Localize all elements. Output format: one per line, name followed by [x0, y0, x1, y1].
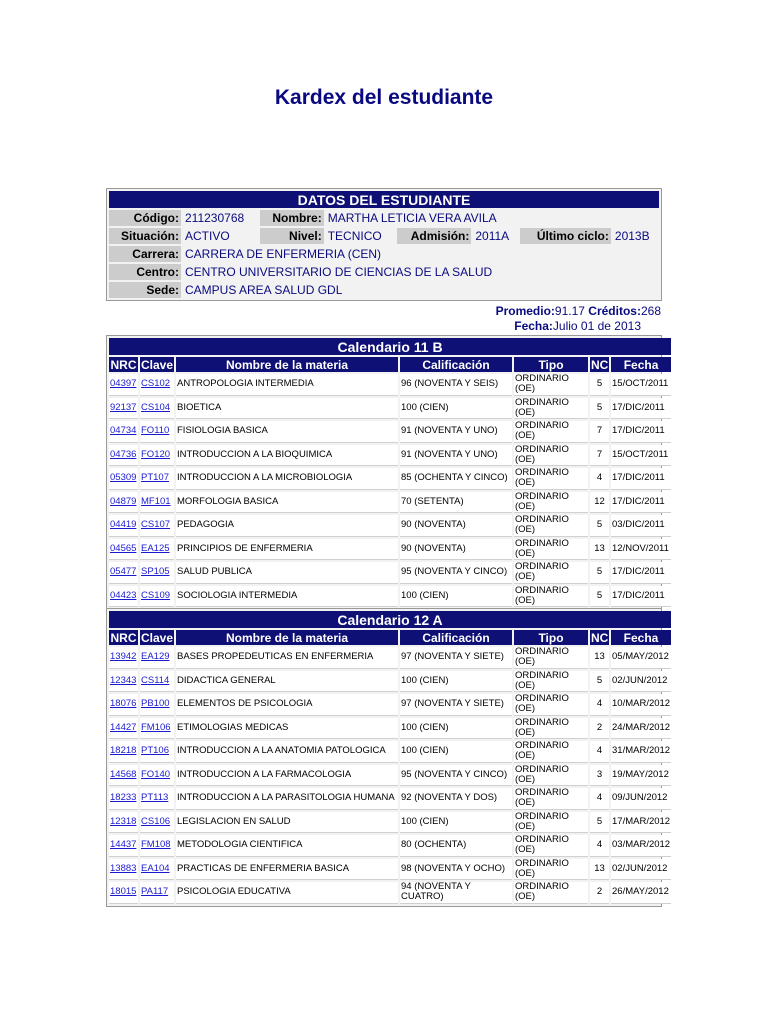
calificacion-value: 94 (NOVENTA Y CUATRO) — [400, 882, 512, 904]
calendar-title: Calendario 11 B — [109, 338, 671, 355]
table-row — [109, 468, 671, 490]
materia-name: ETIMOLOGIAS MEDICAS — [176, 718, 398, 740]
nrc-link[interactable]: 05309 — [109, 468, 138, 490]
nc-value: 4 — [590, 741, 609, 763]
fecha-value: 15/OCT/2011 — [611, 374, 671, 396]
materia-name: SOCIOLOGIA INTERMEDIA — [176, 586, 398, 608]
fecha-label: Fecha: — [514, 319, 553, 333]
nc-value: 13 — [590, 647, 609, 669]
table-row — [109, 835, 671, 857]
calificacion-value: 85 (OCHENTA Y CINCO) — [400, 468, 512, 490]
clave-link[interactable]: CS114 — [140, 671, 174, 693]
tipo-value: ORDINARIO (OE) — [514, 586, 588, 608]
calificacion-value: 100 (CIEN) — [400, 671, 512, 693]
nc-value: 5 — [590, 671, 609, 693]
nrc-link[interactable]: 18218 — [109, 741, 138, 763]
tipo-value: ORDINARIO (OE) — [514, 421, 588, 443]
centro-value: CENTRO UNIVERSITARIO DE CIENCIAS DE LA SALUD — [185, 265, 493, 279]
table-row — [109, 647, 671, 669]
fecha-value: 03/MAR/2012 — [611, 835, 671, 857]
clave-link[interactable]: FM108 — [140, 835, 174, 857]
tipo-value: ORDINARIO (OE) — [514, 788, 588, 810]
clave-link[interactable]: CS109 — [140, 586, 174, 608]
nc-value: 5 — [590, 515, 609, 537]
calificacion-value: 95 (NOVENTA Y CINCO) — [400, 562, 512, 584]
clave-link[interactable]: FM106 — [140, 718, 174, 740]
tipo-value: ORDINARIO (OE) — [514, 398, 588, 420]
clave-link[interactable]: PT106 — [140, 741, 174, 763]
promedio-value: 91.17 — [554, 304, 585, 318]
fecha-value: 05/MAY/2012 — [611, 647, 671, 669]
creditos-label: Créditos: — [588, 304, 641, 318]
nrc-link[interactable]: 04397 — [109, 374, 138, 396]
nrc-link[interactable]: 13942 — [109, 647, 138, 669]
clave-link[interactable]: PA117 — [140, 882, 174, 904]
tipo-value: ORDINARIO (OE) — [514, 741, 588, 763]
nrc-link[interactable]: 13883 — [109, 859, 138, 881]
table-row — [109, 515, 671, 537]
nrc-link[interactable]: 04419 — [109, 515, 138, 537]
nc-value: 5 — [590, 374, 609, 396]
materia-name: BIOETICA — [176, 398, 398, 420]
table-row — [109, 562, 671, 584]
calificacion-value: 100 (CIEN) — [400, 741, 512, 763]
admision-label: Admisión: — [397, 228, 472, 244]
table-row — [109, 539, 671, 561]
clave-link[interactable]: PT107 — [140, 468, 174, 490]
carrera-value: CARRERA DE ENFERMERIA (CEN) — [185, 247, 382, 261]
nrc-link[interactable]: 18076 — [109, 694, 138, 716]
table-row — [109, 671, 671, 693]
nc-value: 4 — [590, 835, 609, 857]
calificacion-value: 100 (CIEN) — [400, 398, 512, 420]
table-row — [109, 586, 671, 608]
materia-name: MORFOLOGIA BASICA — [176, 492, 398, 514]
nrc-link[interactable]: 14427 — [109, 718, 138, 740]
creditos-value: 268 — [640, 304, 661, 318]
table-row — [109, 421, 671, 443]
tipo-value: ORDINARIO (OE) — [514, 539, 588, 561]
tipo-value: ORDINARIO (OE) — [514, 515, 588, 537]
table-row — [109, 765, 671, 787]
fecha-value: 03/DIC/2011 — [611, 515, 671, 537]
column-header-calificacion: Calificación — [400, 630, 512, 645]
clave-link[interactable]: EA104 — [140, 859, 174, 881]
table-row — [109, 398, 671, 420]
calendar-table-0 — [106, 335, 669, 610]
nrc-link[interactable]: 14437 — [109, 835, 138, 857]
tipo-value: ORDINARIO (OE) — [514, 694, 588, 716]
calificacion-value: 100 (CIEN) — [400, 812, 512, 834]
column-header-fecha: Fecha — [611, 357, 671, 372]
fecha-value: 17/DIC/2011 — [611, 562, 671, 584]
calendar-title: Calendario 12 A — [109, 611, 671, 628]
table-row — [109, 374, 671, 396]
ultimo-ciclo-label: Último ciclo: — [520, 228, 611, 244]
fecha-value: 19/MAY/2012 — [611, 765, 671, 787]
materia-name: METODOLOGIA CIENTIFICA — [176, 835, 398, 857]
nc-value: 3 — [590, 765, 609, 787]
calificacion-value: 95 (NOVENTA Y CINCO) — [400, 765, 512, 787]
centro-label: Centro: — [109, 264, 181, 280]
materia-name: DIDACTICA GENERAL — [176, 671, 398, 693]
materia-name: INTRODUCCION A LA MICROBIOLOGIA — [176, 468, 398, 490]
clave-link[interactable]: CS104 — [140, 398, 174, 420]
fecha-value: 15/OCT/2011 — [611, 445, 671, 467]
materia-name: FISIOLOGIA BASICA — [176, 421, 398, 443]
nrc-link[interactable]: 18233 — [109, 788, 138, 810]
fecha-value: 12/NOV/2011 — [611, 539, 671, 561]
clave-link[interactable]: SP105 — [140, 562, 174, 584]
tipo-value: ORDINARIO (OE) — [514, 445, 588, 467]
nc-value: 12 — [590, 492, 609, 514]
clave-link[interactable]: PB100 — [140, 694, 174, 716]
nivel-label: Nivel: — [260, 228, 324, 244]
calificacion-value: 98 (NOVENTA Y OCHO) — [400, 859, 512, 881]
clave-link[interactable]: FO120 — [140, 445, 174, 467]
nivel-value: TECNICO — [327, 229, 382, 243]
column-header-tipo: Tipo — [514, 630, 588, 645]
promedio-label: Promedio: — [495, 304, 555, 318]
table-row — [109, 859, 671, 881]
codigo-label: Código: — [109, 210, 181, 226]
clave-link[interactable]: CS106 — [140, 812, 174, 834]
materia-name: PRINCIPIOS DE ENFERMERIA — [176, 539, 398, 561]
situacion-value: ACTIVO — [185, 229, 230, 243]
column-header-nrc: NRC — [110, 630, 137, 645]
clave-link[interactable]: FO140 — [140, 765, 174, 787]
calificacion-value: 96 (NOVENTA Y SEIS) — [400, 374, 512, 396]
fecha-value: 31/MAR/2012 — [611, 741, 671, 763]
nc-value: 5 — [590, 562, 609, 584]
calificacion-value: 92 (NOVENTA Y DOS) — [400, 788, 512, 810]
table-row — [109, 694, 671, 716]
tipo-value: ORDINARIO (OE) — [514, 562, 588, 584]
nrc-link[interactable]: 04423 — [109, 586, 138, 608]
column-header-materia: Nombre de la materia — [176, 630, 398, 645]
nrc-link[interactable]: 05477 — [109, 562, 138, 584]
calificacion-value: 91 (NOVENTA Y UNO) — [400, 445, 512, 467]
table-row — [109, 882, 671, 904]
tipo-value: ORDINARIO (OE) — [514, 671, 588, 693]
nc-value: 2 — [590, 718, 609, 740]
clave-link[interactable]: MF101 — [140, 492, 174, 514]
column-header-nrc: NRC — [110, 357, 137, 372]
nc-value: 5 — [590, 812, 609, 834]
clave-link[interactable]: CS107 — [140, 515, 174, 537]
nombre-label: Nombre: — [260, 210, 324, 226]
column-header-nc: NC — [591, 630, 609, 645]
materia-name: LEGISLACION EN SALUD — [176, 812, 398, 834]
fecha-value: 02/JUN/2012 — [611, 859, 671, 881]
calificacion-value: 100 (CIEN) — [400, 586, 512, 608]
calificacion-value: 70 (SETENTA) — [400, 492, 512, 514]
calificacion-value: 100 (CIEN) — [400, 718, 512, 740]
codigo-value: 211230768 — [185, 211, 245, 225]
tipo-value: ORDINARIO (OE) — [514, 812, 588, 834]
materia-name: INTRODUCCION A LA PARASITOLOGIA HUMANA — [176, 788, 398, 810]
nc-value: 4 — [590, 694, 609, 716]
table-row — [109, 788, 671, 810]
sede-label: Sede: — [109, 282, 181, 298]
fecha-value: 17/MAR/2012 — [611, 812, 671, 834]
materia-name: BASES PROPEDEUTICAS EN ENFERMERIA — [176, 647, 398, 669]
clave-link[interactable]: PT113 — [140, 788, 174, 810]
tipo-value: ORDINARIO (OE) — [514, 882, 588, 904]
fecha-value: 17/DIC/2011 — [611, 492, 671, 514]
fecha-value: 24/MAR/2012 — [611, 718, 671, 740]
column-header-tipo: Tipo — [514, 357, 588, 372]
promedio-creditos-line — [496, 304, 661, 318]
clave-link[interactable]: EA125 — [140, 539, 174, 561]
nrc-link[interactable]: 04879 — [109, 492, 138, 514]
materia-name: INTRODUCCION A LA FARMACOLOGIA — [176, 765, 398, 787]
nc-value: 7 — [590, 421, 609, 443]
fecha-value: 26/MAY/2012 — [611, 882, 671, 904]
tipo-value: ORDINARIO (OE) — [514, 718, 588, 740]
page-title: Kardex del estudiante — [274, 86, 494, 109]
materia-name: INTRODUCCION A LA ANATOMIA PATOLOGICA — [176, 741, 398, 763]
materia-name: PRACTICAS DE ENFERMERIA BASICA — [176, 859, 398, 881]
tipo-value: ORDINARIO (OE) — [514, 374, 588, 396]
materia-name: INTRODUCCION A LA BIOQUIMICA — [176, 445, 398, 467]
nc-value: 13 — [590, 859, 609, 881]
clave-link[interactable]: CS102 — [140, 374, 174, 396]
fecha-value: 09/JUN/2012 — [611, 788, 671, 810]
fecha-value: 02/JUN/2012 — [611, 671, 671, 693]
calificacion-value: 97 (NOVENTA Y SIETE) — [400, 694, 512, 716]
admision-value: 2011A — [475, 229, 510, 243]
nc-value: 4 — [590, 468, 609, 490]
materia-name: ANTROPOLOGIA INTERMEDIA — [176, 374, 398, 396]
sede-value: CAMPUS AREA SALUD GDL — [185, 283, 343, 297]
tipo-value: ORDINARIO (OE) — [514, 647, 588, 669]
nrc-link[interactable]: 12318 — [109, 812, 138, 834]
calificacion-value: 80 (OCHENTA) — [400, 835, 512, 857]
nc-value: 7 — [590, 445, 609, 467]
table-row — [109, 812, 671, 834]
student-info-panel — [106, 188, 662, 301]
tipo-value: ORDINARIO (OE) — [514, 765, 588, 787]
materia-name: SALUD PUBLICA — [176, 562, 398, 584]
fecha-value: Julio 01 de 2013 — [552, 319, 641, 333]
tipo-value: ORDINARIO (OE) — [514, 492, 588, 514]
situacion-label: Situación: — [109, 228, 181, 244]
column-header-clave: Clave — [141, 357, 174, 372]
nrc-link[interactable]: 12343 — [109, 671, 138, 693]
clave-link[interactable]: FO110 — [140, 421, 174, 443]
nrc-link[interactable]: 14568 — [109, 765, 138, 787]
nc-value: 5 — [590, 398, 609, 420]
nrc-link[interactable]: 04734 — [109, 421, 138, 443]
column-header-nc: NC — [591, 357, 609, 372]
calificacion-value: 90 (NOVENTA) — [400, 539, 512, 561]
fecha-value: 17/DIC/2011 — [611, 586, 671, 608]
fecha-value: 17/DIC/2011 — [611, 421, 671, 443]
nrc-link[interactable]: 04736 — [109, 445, 138, 467]
nc-value: 13 — [590, 539, 609, 561]
tipo-value: ORDINARIO (OE) — [514, 859, 588, 881]
table-row — [109, 741, 671, 763]
fecha-value: 17/DIC/2011 — [611, 398, 671, 420]
nc-value: 5 — [590, 586, 609, 608]
ultimo-ciclo-value: 2013B — [614, 229, 650, 243]
nrc-link[interactable]: 18015 — [109, 882, 138, 904]
column-header-clave: Clave — [141, 630, 174, 645]
table-row — [109, 492, 671, 514]
student-info-header: DATOS DEL ESTUDIANTE — [109, 191, 659, 208]
nrc-link[interactable]: 92137 — [109, 398, 138, 420]
tipo-value: ORDINARIO (OE) — [514, 468, 588, 490]
nc-value: 2 — [590, 882, 609, 904]
calendar-table-1 — [106, 608, 671, 907]
materia-name: PSICOLOGIA EDUCATIVA — [176, 882, 398, 904]
column-header-materia: Nombre de la materia — [176, 357, 398, 372]
nrc-link[interactable]: 04565 — [109, 539, 138, 561]
column-header-fecha: Fecha — [611, 630, 671, 645]
fecha-line — [514, 319, 641, 333]
calificacion-value: 91 (NOVENTA Y UNO) — [400, 421, 512, 443]
calificacion-value: 97 (NOVENTA Y SIETE) — [400, 647, 512, 669]
fecha-value: 17/DIC/2011 — [611, 468, 671, 490]
column-header-calificacion: Calificación — [400, 357, 512, 372]
carrera-label: Carrera: — [109, 246, 181, 262]
materia-name: ELEMENTOS DE PSICOLOGIA — [176, 694, 398, 716]
nombre-value: MARTHA LETICIA VERA AVILA — [327, 211, 497, 225]
tipo-value: ORDINARIO (OE) — [514, 835, 588, 857]
clave-link[interactable]: EA129 — [140, 647, 174, 669]
materia-name: PEDAGOGIA — [176, 515, 398, 537]
table-row — [109, 445, 671, 467]
nc-value: 4 — [590, 788, 609, 810]
calificacion-value: 90 (NOVENTA) — [400, 515, 512, 537]
table-row — [109, 718, 671, 740]
fecha-value: 10/MAR/2012 — [611, 694, 671, 716]
